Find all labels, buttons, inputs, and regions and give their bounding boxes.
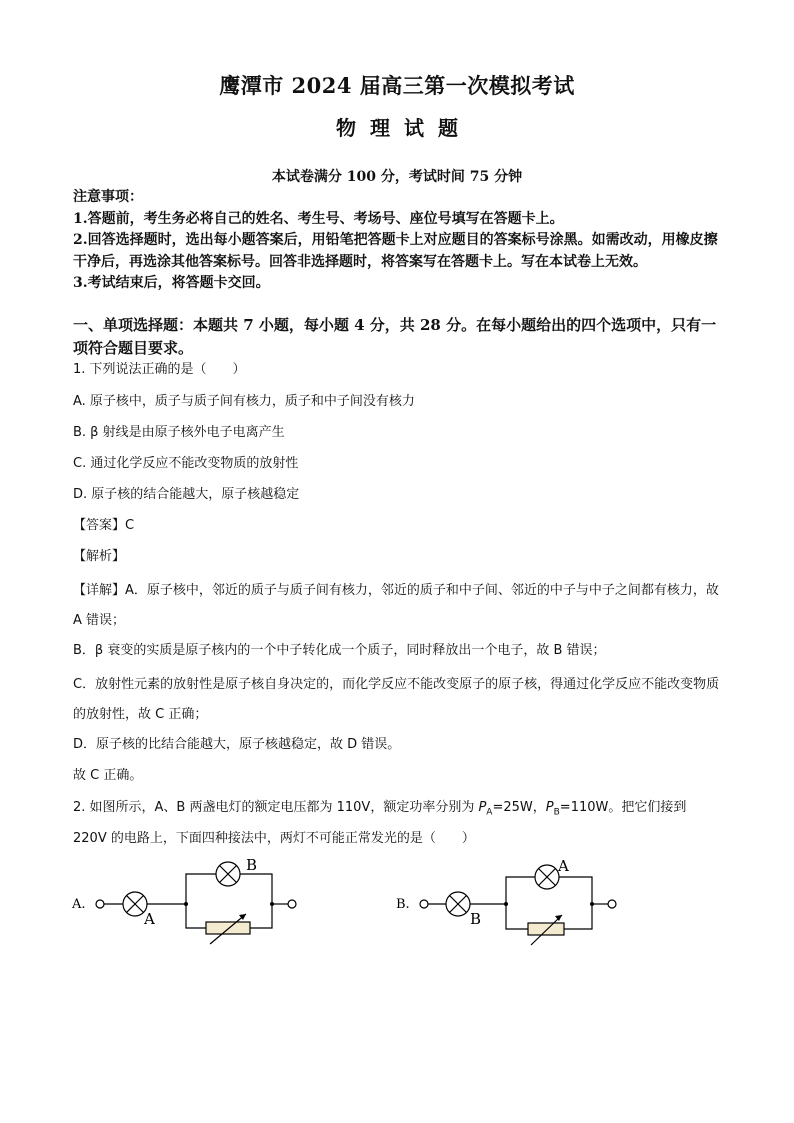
exam-info: 本试卷满分 100 分，考试时间 75 分钟 — [271, 169, 523, 185]
q2-pa-value: =25W， — [492, 800, 546, 815]
notes-block — [73, 187, 723, 295]
q2-stem-text: 2. 如图所示，A、B 两盏电灯的额定电压都为 110V，额定功率分别为 — [73, 800, 479, 815]
question-2-stem-line1 — [73, 796, 723, 818]
section-heading: 一、单项选择题：本题共 7 小题，每小题 4 分，共 28 分。在每小题给出的四个选项中，只有一项符合题目要求。 — [73, 316, 717, 357]
q1-answer: 【答案】C — [73, 518, 135, 533]
lamp-icon — [446, 892, 470, 916]
rheostat-icon — [528, 915, 564, 945]
lamp-icon — [535, 865, 559, 889]
q1-option-d: D. 原子核的结合能越大，原子核越稳定 — [73, 487, 300, 502]
notes-heading: 注意事项： — [73, 189, 143, 205]
circuit-b-option-label: B. — [396, 897, 410, 912]
q2-pb-subscript: B — [553, 807, 560, 818]
q1-analysis-detail-a: 【详解】A．原子核中，邻近的质子与质子间有核力，邻近的质子和中子间、邻近的中子与中子之间都有核力，故 A 错误； — [73, 583, 719, 628]
q1-option-c: C. 通过化学反应不能改变物质的放射性 — [73, 456, 299, 471]
rheostat-icon — [206, 914, 250, 944]
circuit-a-option-label: A. — [72, 897, 86, 912]
q1-option-b: B. β 射线是由原子核外电子电离产生 — [73, 425, 285, 440]
question-2-stem-line2: 220V 的电路上，下面四种接法中，两灯不可能正常发光的是（ ） — [73, 831, 475, 846]
q1-analysis-label: 【解析】 — [73, 549, 126, 564]
circuit-diagram-b — [394, 852, 634, 952]
q2-pa-symbol: P — [478, 800, 487, 815]
q1-conclusion: 故 C 正确。 — [73, 768, 143, 783]
question-1-stem: 1. 下列说法正确的是（ ） — [73, 362, 246, 377]
q2-pa-subscript: A — [486, 807, 493, 818]
q1-analysis-detail-c: C．放射性元素的放射性是原子核自身决定的，而化学反应不能改变原子的原子核，得通过化学反应不能改变物质的放射性，故 C 正确； — [73, 677, 720, 722]
q2-pb-symbol: P — [545, 800, 554, 815]
terminal-icon — [608, 900, 616, 908]
terminal-icon — [288, 900, 296, 908]
circuit-diagram-a — [70, 852, 310, 952]
terminal-icon — [96, 900, 104, 908]
q1-analysis-detail-b: B．β 衰变的实质是原子核内的一个中子转化成一个质子，同时释放出一个电子，故 B 错误； — [73, 643, 606, 658]
terminal-icon — [420, 900, 428, 908]
q1-option-a: A. 原子核中，质子与质子间有核力，质子和中子间没有核力 — [73, 394, 415, 409]
lamp-b-label: B — [470, 910, 482, 928]
q2-pb-value: =110W。把它们接到 — [559, 800, 687, 815]
lamp-a-label: A — [558, 857, 569, 875]
subject-title: 物理试题 — [336, 116, 472, 140]
notes-item: 2.回答选择题时，选出每小题答案后，用铅笔把答题卡上对应题目的答案标号涂黑。如需改动，用橡皮擦干净后，再选涂其他答案标号。回答非选择题时，将答案写在答题卡上。写在本试卷上无效。 — [73, 232, 718, 270]
lamp-b-label: B — [246, 856, 258, 874]
lamp-a-label: A — [144, 910, 155, 928]
exam-title: 鹰潭市 2024 届高三第一次模拟考试 — [219, 73, 575, 98]
notes-item: 1.答题前，考生务必将自己的姓名、考生号、考场号、座位号填写在答题卡上。 — [73, 210, 564, 227]
notes-item: 3.考试结束后，将答题卡交回。 — [73, 275, 270, 291]
q1-analysis-detail-d: D．原子核的比结合能越大，原子核越稳定，故 D 错误。 — [73, 737, 401, 752]
lamp-icon — [216, 862, 240, 886]
